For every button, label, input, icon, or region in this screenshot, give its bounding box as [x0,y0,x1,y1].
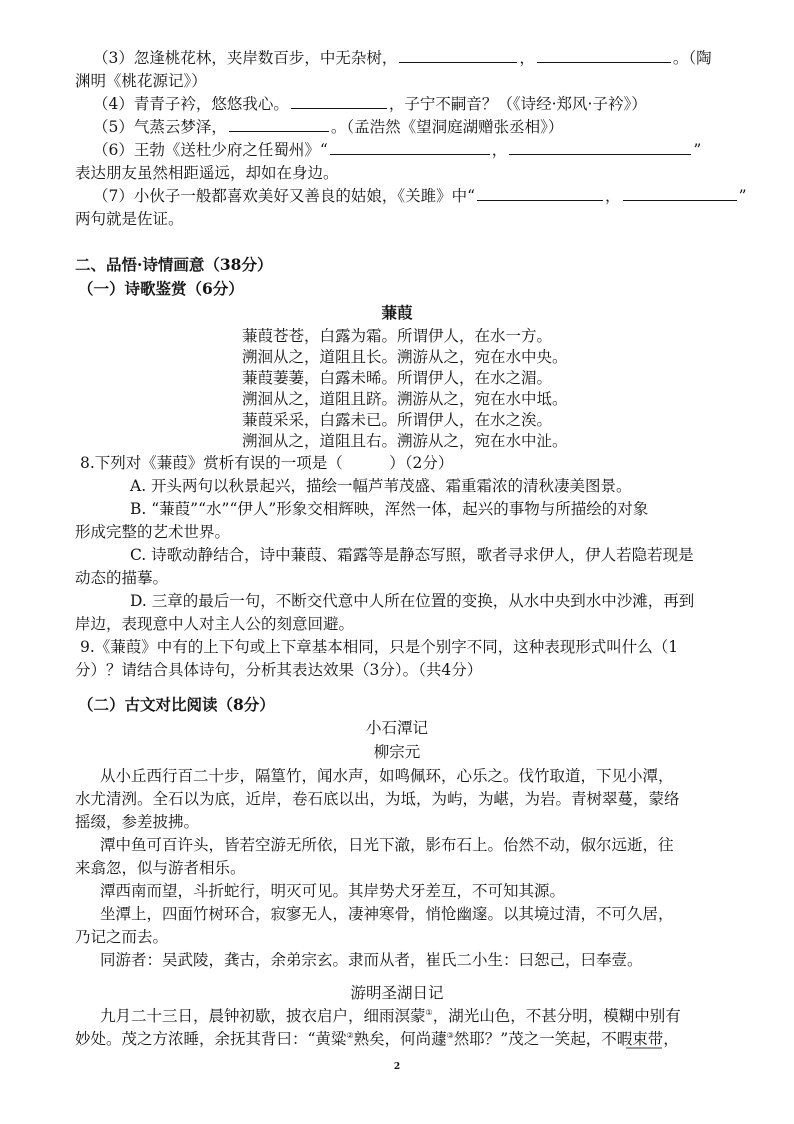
q3-line2: 渊明《桃花源记》） [75,72,207,90]
q6-line1: （6）王勃《送杜少府之任蜀州》“ ， ” [93,141,702,159]
poem-line: 蒹葭苍苍，白露为霜。所谓伊人，在水一方。 [242,327,553,345]
poem-line: 蒹葭采采，白露未已。所谓伊人，在水之涘。 [242,411,553,429]
option-d: D. 三章的最后一句，不断交代意中人所在位置的变换，从水中央到水中沙滩，再到 [130,592,695,610]
footnote-mark: ① [425,1007,433,1017]
poem-title: 蒹葭 [381,303,413,322]
prose-line: 同游者：吴武陵，龚古，余弟宗玄。隶而从者，崔氏二小生：曰恕己，曰奉壹。 [100,951,643,969]
answer-blank[interactable] [623,186,737,201]
option-d-cont: 岸边，表现意中人对主人公的刻意回避。 [75,615,355,633]
subsection-heading: （一）诗歌鉴赏（6分） [78,279,244,298]
question-8: 8.下列对《蒹葭》赏析有误的一项是（ ）（2分） [80,454,454,472]
q6-line2: 表达朋友虽然相距遥远，却如在身边。 [75,164,339,182]
answer-blank[interactable] [330,140,490,155]
option-c-cont: 动态的描摹。 [75,569,169,587]
poem-line: 蒹葭萋萋，白露未晞。所谓伊人，在水之湄。 [242,369,553,387]
prose-line: 潭西南而望，斗折蛇行，明灭可见。其岸势犬牙差互，不可知其源。 [100,882,566,900]
answer-blank[interactable] [229,117,329,132]
question-9-cont: 分）？请结合具体诗句，分析其表达效果（3分）。（共4分） [75,661,483,679]
q7-line1: （7）小伙子一般都喜欢美好又善良的姑娘，《关雎》中“ ， ” [93,187,747,205]
q7-line2: 两句就是佐证。 [75,210,184,228]
q5-line: （5）气蒸云梦泽， 。（孟浩然《望洞庭湖赠张丞相》） [93,118,564,136]
prose-line: 坐潭上，四面竹树环合，寂寥无人，凄神寒骨，悄怆幽邃。以其境过清，不可久居， [100,905,674,923]
prose2-line1: 九月二十三日，晨钟初歇，披衣启户，细雨溟蒙①，湖光山色，不甚分明，模糊中别有 [100,1007,681,1025]
poem-line: 溯洄从之，道阻且长。溯游从之，宛在水中央。 [242,348,568,366]
option-c: C. 诗歌动静结合，诗中蒹葭、霜露等是静态写照，歌者寻求伊人，伊人若隐若现是 [130,546,694,564]
q3-line1: （3）忽逢桃花林，夹岸数百步，中无杂树， ， 。（陶 [93,49,712,67]
footnote-mark: ② [346,1030,354,1040]
prose-author: 柳宗元 [373,743,421,761]
prose-line: 来翕忽，似与游者相乐。 [75,859,246,877]
section-heading: 二、品悟·诗情画意（38分） [75,255,273,274]
answer-blank[interactable] [509,140,691,155]
option-b-cont: 形成完整的艺术世界。 [75,523,231,541]
question-9: 9.《蒹葭》中有的上下句或上下章基本相同，只是个别字不同，这种表现形式叫什么（1 [80,638,679,656]
poem-line: 溯洄从之，道阻且右。溯游从之，宛在水中沚。 [242,432,568,450]
prose-line: 摇缀，参差披拂。 [75,813,200,831]
prose-line: 从小丘西行百二十步，隔篁竹，闻水声，如鸣佩环，心乐之。伐竹取道，下见小潭， [100,767,674,785]
subsection-heading: （二）古文对比阅读（8分） [78,695,275,714]
prose-line: 水尤清洌。全石以为底，近岸，卷石底以出，为坻，为屿，为嵁，为岩。青树翠蔓，蒙络 [75,790,680,808]
option-a: A. 开头两句以秋景起兴，描绘一幅芦苇茂盛、霜重霜浓的清秋凄美图景。 [130,477,632,495]
prose-title: 小石潭记 [365,719,428,737]
poem-line: 溯洄从之，道阻且跻。溯游从之，宛在水中坻。 [242,390,568,408]
option-b: B. “蒹葭”“水”“伊人”形象交相辉映，浑然一体，起兴的事物与所描绘的对象 [130,500,649,518]
prose2-title: 游明圣湖日记 [350,984,444,1002]
prose2-line2: 妙处。茂之方浓睡，余抚其背曰：“黄粱②熟矣，何尚蘧③然耶？”茂之一笑起，不暇束带， [75,1030,679,1048]
answer-blank[interactable] [477,186,603,201]
prose-line: 潭中鱼可百许头，皆若空游无所依，日光下澈，影布石上。佁然不动，俶尔远逝，往 [100,836,674,854]
answer-blank[interactable] [291,94,387,109]
footnote-mark: ③ [446,1030,454,1040]
answer-blank[interactable] [399,48,517,63]
prose-line: 乃记之而去。 [75,928,169,946]
pencil-mark [626,1047,662,1049]
q4-line: （4）青青子衿，悠悠我心。 ，子宁不嗣音？（《诗经·郑风·子衿》） [93,95,647,113]
answer-blank[interactable] [537,48,671,63]
page-number: 2 [393,1062,401,1072]
